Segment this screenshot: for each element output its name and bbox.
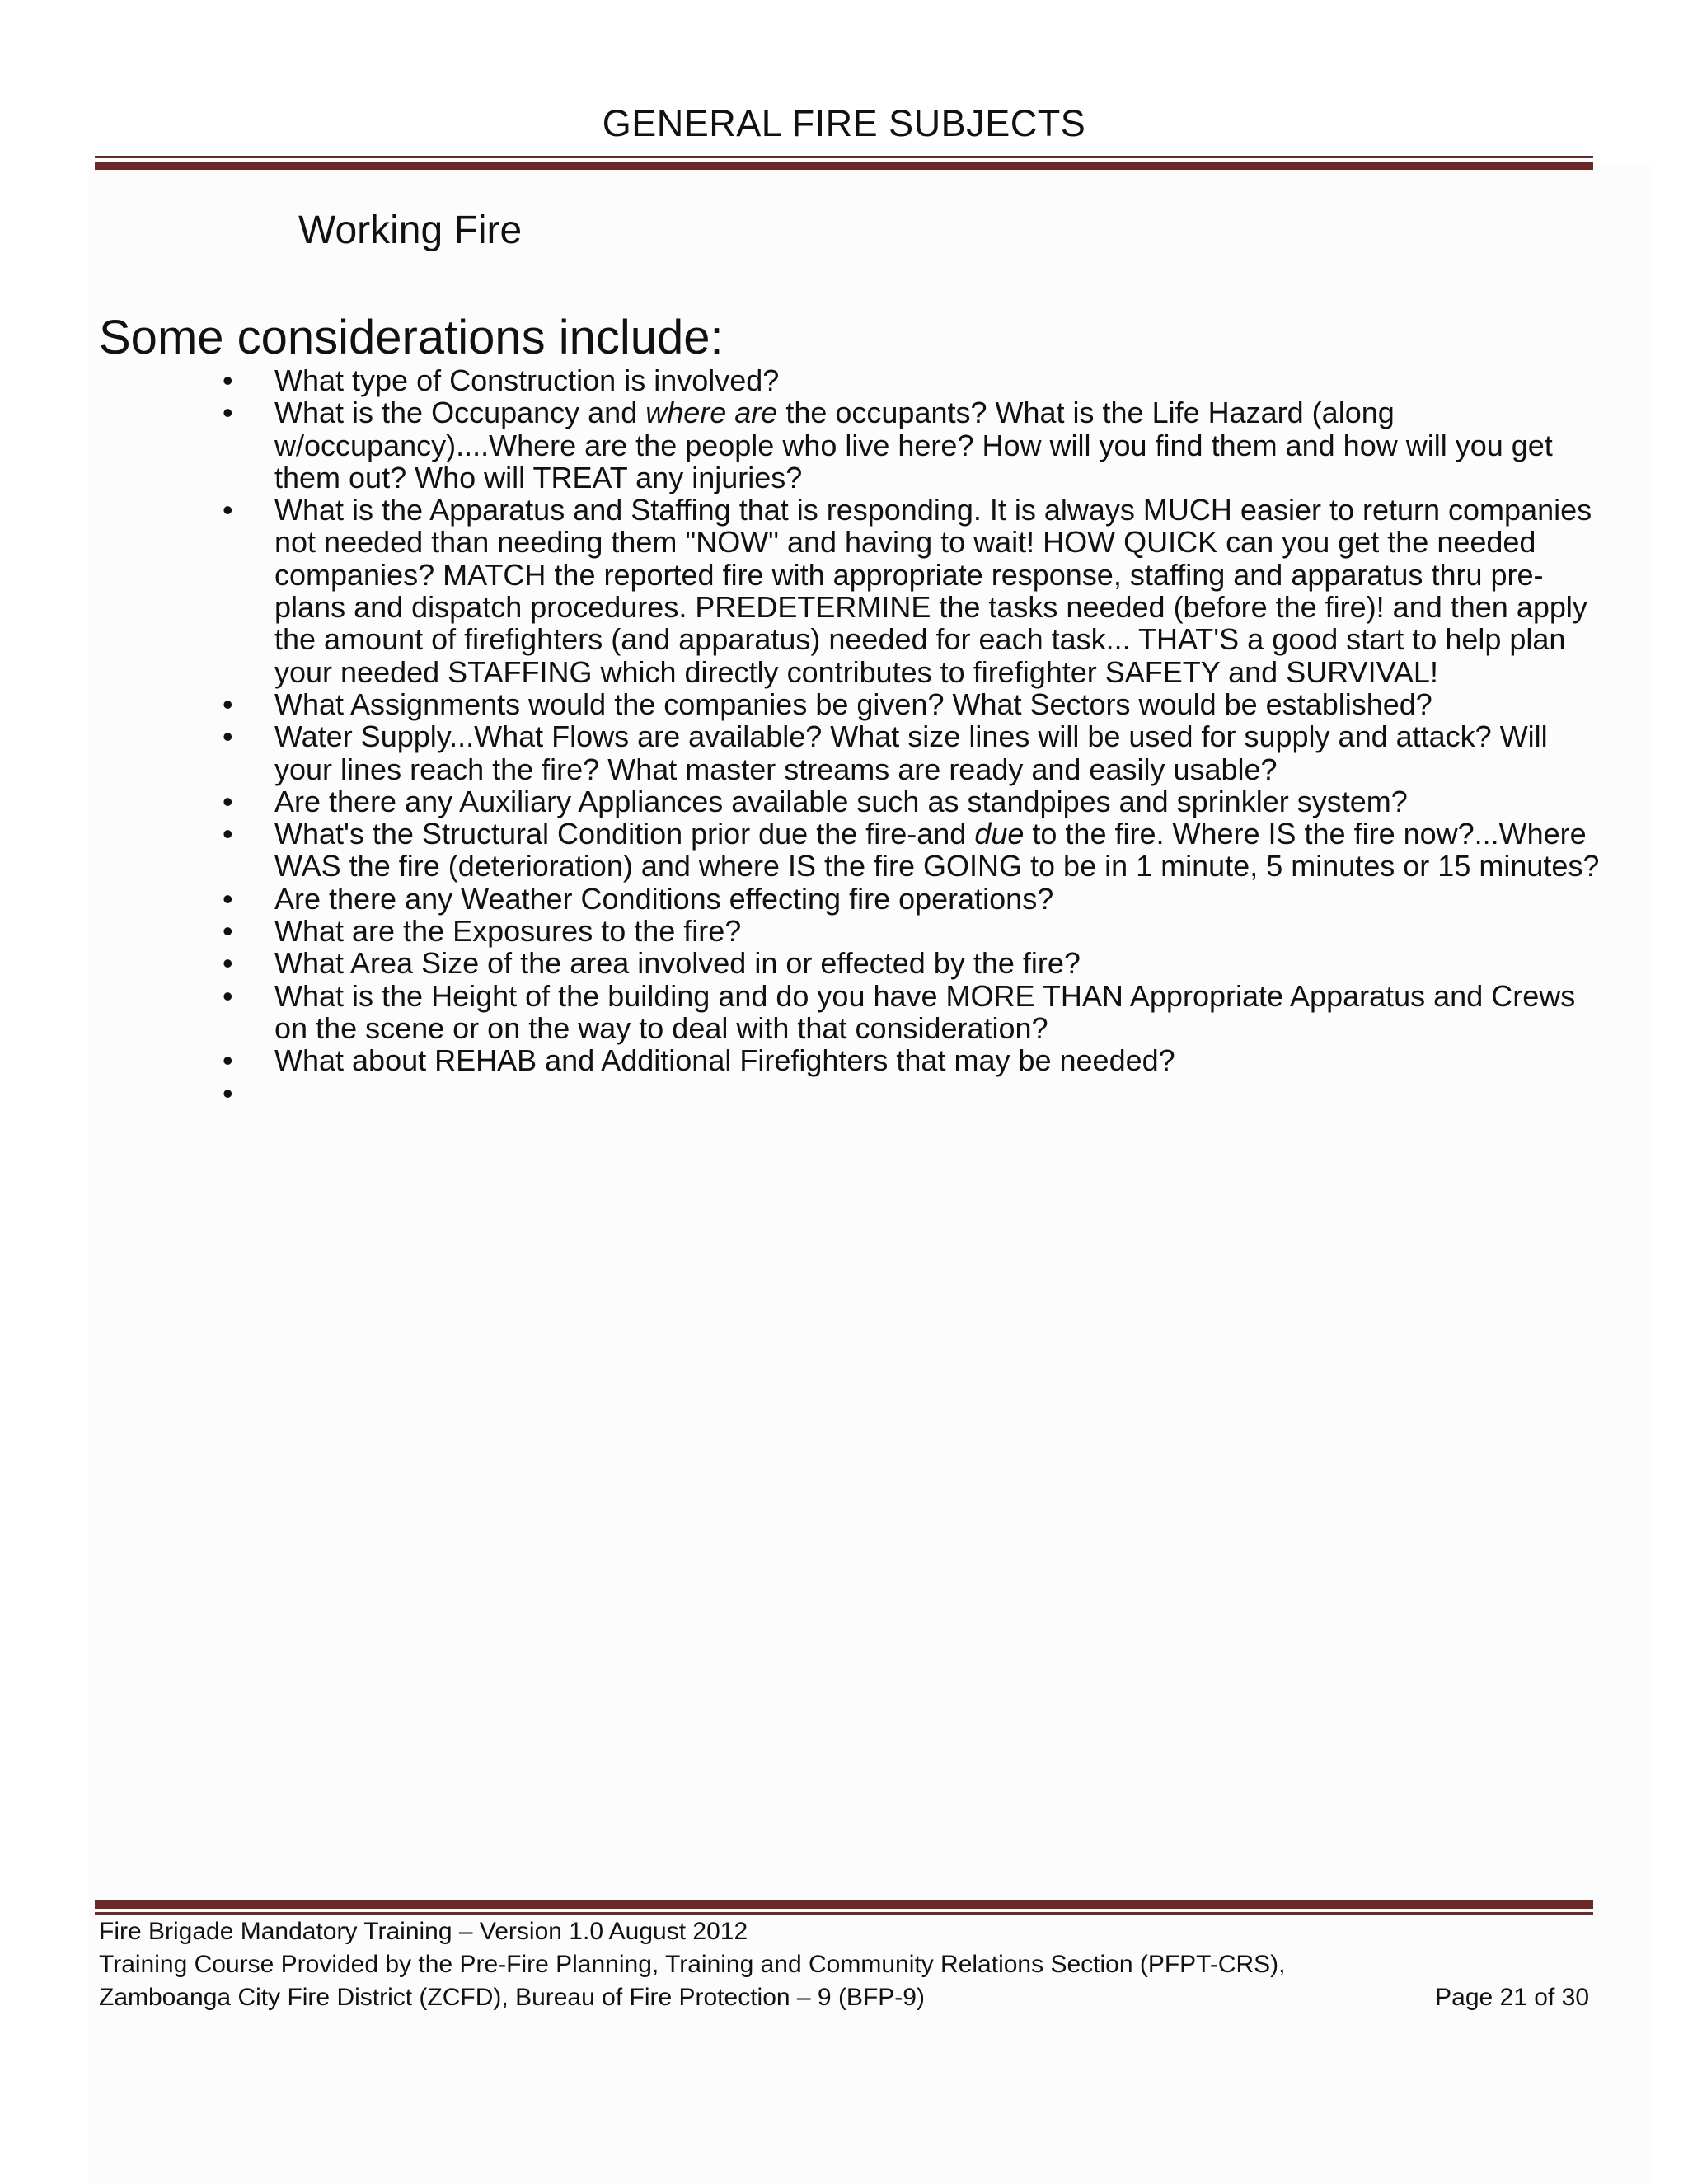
list-item bbox=[0, 720, 1688, 785]
list-item-text: What type of Construction is involved? bbox=[274, 363, 780, 397]
list-item-emphasis: where are bbox=[645, 396, 778, 430]
footer-rule bbox=[95, 1900, 1593, 1915]
list-item-text: What about REHAB and Additional Firefighters that may be needed? bbox=[274, 1043, 1175, 1078]
section-title: Working Fire bbox=[298, 209, 523, 252]
list-item-text-part: to the fire. Where IS the fire now?...Where WAS the fire (deterioration) and where IS the fire GOING to be in 1 minute, 5 minutes or 15 minutes? bbox=[274, 817, 1600, 883]
list-item bbox=[0, 1044, 1688, 1076]
list-item-text bbox=[274, 396, 1601, 494]
list-item-text: What is the Apparatus and Staffing that is responding. It is always MUCH easier to return companies not needed than needing them "NOW" and having to wait! HOW QUICK can you get the needed companies? MATCH the reported fire with appropriate response, staffing and apparatus thru pre-plans and dispatch procedures. PREDETERMINE the tasks needed (before the fire)! and then apply the amount of firefighters (and apparatus) needed for each task... THAT'S a good start to help plan your needed STAFFING which directly contributes to firefighter SAFETY and SURVIVAL! bbox=[274, 493, 1592, 689]
list-item-text-part: What is the Occupancy and bbox=[274, 396, 646, 430]
list-item-text-part: What's the Structural Condition prior due the fire-and bbox=[274, 817, 975, 851]
bullet-icon: • bbox=[223, 946, 233, 981]
list-item-emphasis: due bbox=[974, 817, 1025, 851]
list-item bbox=[0, 364, 1688, 396]
list-item bbox=[0, 688, 1688, 720]
bullet-icon: • bbox=[223, 493, 233, 527]
list-item-text: Water Supply...What Flows are available? What size lines will be used for supply and attack? Will your lines reach the fire? What master streams are ready and easily usable? bbox=[274, 719, 1548, 786]
bullet-icon: • bbox=[223, 363, 233, 397]
list-item-text: What Area Size of the area involved in or effected by the fire? bbox=[274, 946, 1081, 981]
list-item bbox=[0, 883, 1688, 915]
footer-line-2: Training Course Provided by the Pre-Fire Planning, Training and Community Relations Section (PFPT-CRS), bbox=[99, 1951, 1286, 1978]
footer-line-1: Fire Brigade Mandatory Training – Version 1.0 August 2012 bbox=[99, 1918, 748, 1945]
bullet-icon: • bbox=[223, 784, 233, 818]
considerations-list bbox=[0, 364, 1688, 1109]
list-item bbox=[0, 915, 1688, 947]
list-item-text bbox=[274, 1077, 1601, 1109]
list-item bbox=[0, 1077, 1688, 1109]
list-item-text: What are the Exposures to the fire? bbox=[274, 914, 742, 949]
bullet-icon: • bbox=[223, 881, 233, 916]
bullet-icon: • bbox=[223, 719, 233, 754]
intro-heading: Some considerations include: bbox=[99, 311, 724, 364]
list-item-text bbox=[274, 818, 1601, 883]
list-item bbox=[0, 980, 1688, 1045]
list-item bbox=[0, 785, 1688, 818]
list-item bbox=[0, 818, 1688, 883]
list-item-text-part: the occupants? What is the Life Hazard (along w/occupancy)....Where are the people who live here? How will you find them and how will you get them out? Who will TREAT any injuries? bbox=[274, 396, 1553, 494]
list-item-text: Are there any Weather Conditions effecting fire operations? bbox=[274, 881, 1054, 916]
header-rule bbox=[95, 156, 1593, 170]
bullet-icon: • bbox=[223, 396, 233, 430]
bullet-icon: • bbox=[223, 978, 233, 1013]
list-item bbox=[0, 494, 1688, 688]
page-number: Page 21 of 30 bbox=[1435, 1984, 1589, 2011]
list-item bbox=[0, 396, 1688, 494]
bullet-icon: • bbox=[223, 687, 233, 721]
bullet-icon: • bbox=[223, 914, 233, 949]
bullet-icon: • bbox=[223, 1043, 233, 1078]
running-header: GENERAL FIRE SUBJECTS bbox=[602, 102, 1086, 144]
list-item bbox=[0, 947, 1688, 979]
bullet-icon: • bbox=[223, 1076, 233, 1110]
list-item-text: What is the Height of the building and do you have MORE THAN Appropriate Apparatus and Crews on the scene or on the way to deal with that consideration? bbox=[274, 978, 1576, 1045]
list-item-text: What Assignments would the companies be given? What Sectors would be established? bbox=[274, 687, 1432, 721]
footer-line-3: Zamboanga City Fire District (ZCFD), Bureau of Fire Protection – 9 (BFP-9) bbox=[99, 1984, 925, 2011]
bullet-icon: • bbox=[223, 817, 233, 851]
list-item-text: Are there any Auxiliary Appliances available such as standpipes and sprinkler system? bbox=[274, 784, 1408, 818]
